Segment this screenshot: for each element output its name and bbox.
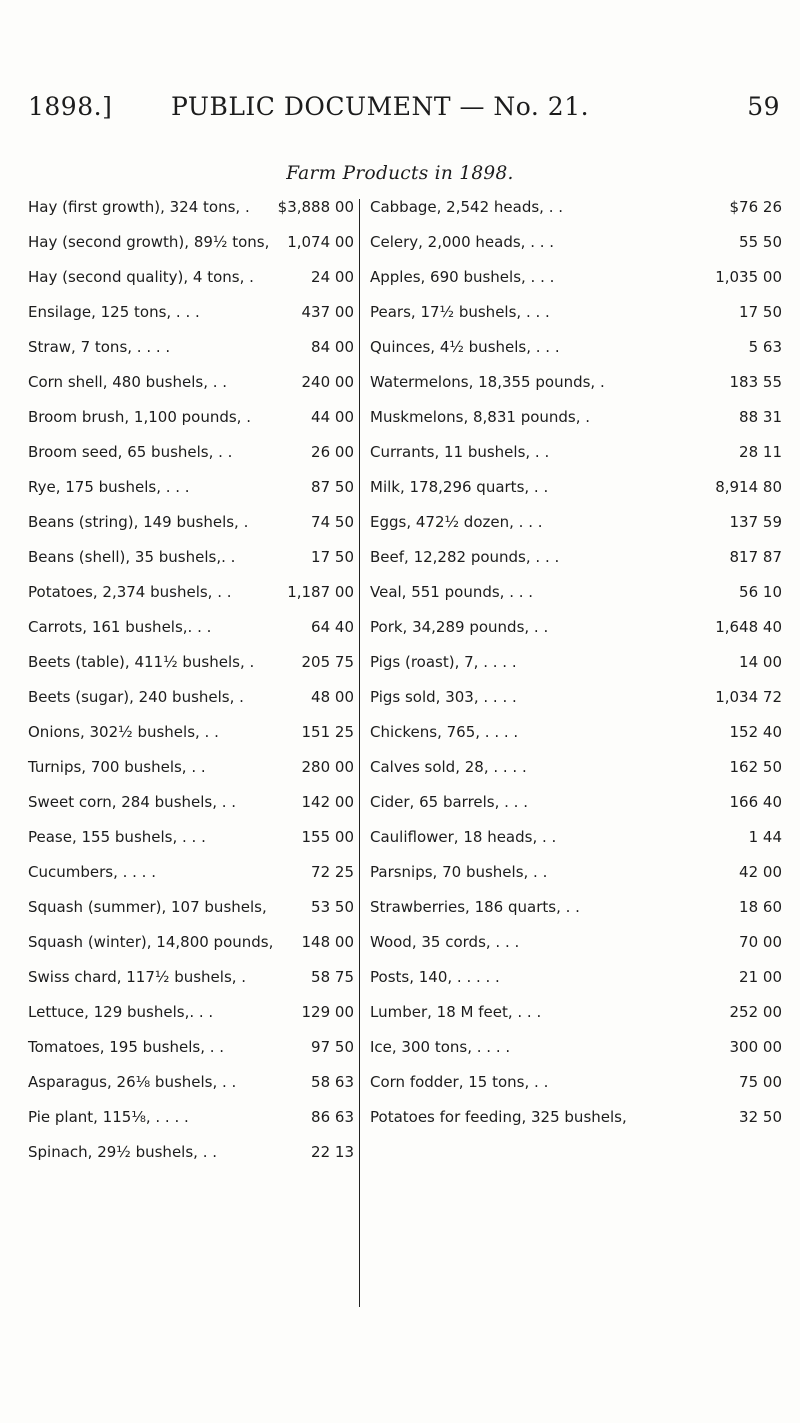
- product-amount: 58 75: [311, 968, 354, 986]
- product-amount: 1,074 00: [287, 233, 354, 251]
- product-row: [28, 1037, 354, 1072]
- product-row: [28, 477, 354, 512]
- product-row: [370, 967, 782, 1002]
- product-row: [28, 1107, 354, 1142]
- product-label: Sweet corn, 284 bushels, . .: [28, 793, 237, 811]
- product-label: Apples, 690 bushels, . . .: [370, 268, 555, 286]
- product-label: Milk, 178,296 quarts, . .: [370, 478, 549, 496]
- product-label: Currants, 11 bushels, . .: [370, 443, 550, 461]
- product-amount: 1,648 40: [715, 618, 782, 636]
- product-label: Rye, 175 bushels, . . .: [28, 478, 190, 496]
- product-label: Potatoes for feeding, 325 bushels,: [370, 1108, 627, 1126]
- product-amount: 21 00: [739, 968, 782, 986]
- product-label: Pears, 17½ bushels, . . .: [370, 303, 550, 321]
- product-label: Swiss chard, 117½ bushels, .: [28, 968, 247, 986]
- product-row: [370, 722, 782, 757]
- product-row: [28, 792, 354, 827]
- page-number: 59: [747, 92, 780, 121]
- product-label: Cucumbers, . . . .: [28, 863, 156, 881]
- product-row: [28, 687, 354, 722]
- product-label: Calves sold, 28, . . . .: [370, 758, 527, 776]
- product-row: [28, 827, 354, 862]
- product-amount: 55 50: [739, 233, 782, 251]
- product-row: [370, 617, 782, 652]
- product-row: [370, 477, 782, 512]
- product-label: Hay (first growth), 324 tons, .: [28, 198, 250, 216]
- product-label: Watermelons, 18,355 pounds, .: [370, 373, 605, 391]
- product-amount: 44 00: [311, 408, 354, 426]
- product-row: [28, 862, 354, 897]
- right-column: [370, 197, 782, 1142]
- product-label: Hay (second growth), 89½ tons,: [28, 233, 270, 251]
- product-amount: 129 00: [301, 1003, 354, 1021]
- product-label: Squash (summer), 107 bushels,: [28, 898, 267, 916]
- product-label: Hay (second quality), 4 tons, .: [28, 268, 254, 286]
- product-row: [370, 267, 782, 302]
- product-amount: 148 00: [301, 933, 354, 951]
- product-row: [370, 302, 782, 337]
- product-amount: 240 00: [301, 373, 354, 391]
- product-label: Beets (table), 411½ bushels, .: [28, 653, 255, 671]
- product-label: Lumber, 18 M feet, . . .: [370, 1003, 542, 1021]
- product-row: [370, 687, 782, 722]
- product-label: Eggs, 472½ dozen, . . .: [370, 513, 543, 531]
- product-amount: 137 59: [729, 513, 782, 531]
- product-label: Beets (sugar), 240 bushels, .: [28, 688, 244, 706]
- product-amount: 97 50: [311, 1038, 354, 1056]
- product-row: [28, 932, 354, 967]
- product-row: [370, 512, 782, 547]
- product-row: [28, 547, 354, 582]
- product-label: Beans (string), 149 bushels, .: [28, 513, 249, 531]
- product-row: [370, 827, 782, 862]
- header-year: 1898.]: [28, 92, 113, 121]
- product-row: [28, 757, 354, 792]
- product-label: Corn shell, 480 bushels, . .: [28, 373, 228, 391]
- product-amount: 437 00: [301, 303, 354, 321]
- product-amount: 26 00: [311, 443, 354, 461]
- product-row: [28, 407, 354, 442]
- product-label: Beef, 12,282 pounds, . . .: [370, 548, 560, 566]
- product-row: [370, 1037, 782, 1072]
- product-amount: $76 26: [729, 198, 782, 216]
- product-label: Corn fodder, 15 tons, . .: [370, 1073, 549, 1091]
- product-label: Parsnips, 70 bushels, . .: [370, 863, 548, 881]
- product-label: Asparagus, 26⅛ bushels, . .: [28, 1073, 237, 1091]
- product-row: [28, 232, 354, 267]
- product-row: [28, 897, 354, 932]
- product-label: Chickens, 765, . . . .: [370, 723, 519, 741]
- product-amount: 300 00: [729, 1038, 782, 1056]
- product-label: Ensilage, 125 tons, . . .: [28, 303, 200, 321]
- product-amount: 14 00: [739, 653, 782, 671]
- page-header: [28, 92, 780, 132]
- product-amount: 817 87: [729, 548, 782, 566]
- product-row: [370, 862, 782, 897]
- product-amount: 22 13: [311, 1143, 354, 1161]
- product-row: [370, 337, 782, 372]
- product-row: [28, 1142, 354, 1177]
- product-row: [28, 372, 354, 407]
- product-amount: 5 63: [748, 338, 782, 356]
- product-amount: 88 31: [739, 408, 782, 426]
- product-label: Carrots, 161 bushels,. . .: [28, 618, 212, 636]
- product-amount: 151 25: [301, 723, 354, 741]
- product-amount: 56 10: [739, 583, 782, 601]
- product-amount: 1 44: [748, 828, 782, 846]
- product-amount: 75 00: [739, 1073, 782, 1091]
- product-amount: 152 40: [729, 723, 782, 741]
- product-amount: 24 00: [311, 268, 354, 286]
- product-amount: 64 40: [311, 618, 354, 636]
- product-label: Posts, 140, . . . . .: [370, 968, 500, 986]
- product-label: Veal, 551 pounds, . . .: [370, 583, 534, 601]
- product-amount: 74 50: [311, 513, 354, 531]
- product-row: [28, 337, 354, 372]
- product-amount: 1,035 00: [715, 268, 782, 286]
- product-amount: 8,914 80: [715, 478, 782, 496]
- product-row: [28, 967, 354, 1002]
- product-row: [370, 652, 782, 687]
- product-label: Spinach, 29½ bushels, . .: [28, 1143, 217, 1161]
- left-column: [28, 197, 354, 1177]
- product-label: Lettuce, 129 bushels,. . .: [28, 1003, 214, 1021]
- product-amount: 72 25: [311, 863, 354, 881]
- product-amount: 18 60: [739, 898, 782, 916]
- product-label: Squash (winter), 14,800 pounds,: [28, 933, 274, 951]
- product-amount: 17 50: [739, 303, 782, 321]
- product-row: [370, 232, 782, 267]
- product-label: Cider, 65 barrels, . . .: [370, 793, 528, 811]
- product-row: [28, 197, 354, 232]
- product-amount: 28 11: [739, 443, 782, 461]
- product-amount: 86 63: [311, 1108, 354, 1126]
- product-amount: 183 55: [729, 373, 782, 391]
- product-label: Pigs sold, 303, . . . .: [370, 688, 517, 706]
- product-label: Cauliflower, 18 heads, . .: [370, 828, 557, 846]
- column-divider: [359, 199, 360, 1307]
- product-label: Beans (shell), 35 bushels,. .: [28, 548, 236, 566]
- product-label: Potatoes, 2,374 bushels, . .: [28, 583, 232, 601]
- product-row: [28, 1072, 354, 1107]
- product-row: [28, 582, 354, 617]
- product-amount: 17 50: [311, 548, 354, 566]
- product-label: Ice, 300 tons, . . . .: [370, 1038, 511, 1056]
- product-row: [370, 1107, 782, 1142]
- product-amount: 70 00: [739, 933, 782, 951]
- header-title: PUBLIC DOCUMENT — No. 21.: [171, 92, 590, 121]
- product-amount: 155 00: [301, 828, 354, 846]
- product-label: Celery, 2,000 heads, . . .: [370, 233, 555, 251]
- product-amount: 84 00: [311, 338, 354, 356]
- product-amount: 32 50: [739, 1108, 782, 1126]
- product-row: [370, 372, 782, 407]
- product-label: Wood, 35 cords, . . .: [370, 933, 520, 951]
- product-amount: 87 50: [311, 478, 354, 496]
- product-amount: 53 50: [311, 898, 354, 916]
- product-amount: 42 00: [739, 863, 782, 881]
- product-label: Strawberries, 186 quarts, . .: [370, 898, 580, 916]
- product-amount: 252 00: [729, 1003, 782, 1021]
- product-label: Tomatoes, 195 bushels, . .: [28, 1038, 225, 1056]
- product-amount: 1,187 00: [287, 583, 354, 601]
- product-label: Cabbage, 2,542 heads, . .: [370, 198, 564, 216]
- product-label: Pigs (roast), 7, . . . .: [370, 653, 517, 671]
- product-row: [28, 617, 354, 652]
- product-row: [370, 757, 782, 792]
- product-label: Muskmelons, 8,831 pounds, .: [370, 408, 591, 426]
- product-amount: 142 00: [301, 793, 354, 811]
- product-row: [370, 582, 782, 617]
- product-row: [370, 197, 782, 232]
- product-row: [28, 1002, 354, 1037]
- product-row: [28, 442, 354, 477]
- product-amount: 58 63: [311, 1073, 354, 1091]
- product-label: Pork, 34,289 pounds, . .: [370, 618, 549, 636]
- product-row: [28, 512, 354, 547]
- product-row: [28, 652, 354, 687]
- product-amount: 166 40: [729, 793, 782, 811]
- product-label: Straw, 7 tons, . . . .: [28, 338, 171, 356]
- product-row: [370, 1072, 782, 1107]
- product-amount: 1,034 72: [715, 688, 782, 706]
- product-row: [28, 722, 354, 757]
- product-row: [370, 547, 782, 582]
- product-amount: $3,888 00: [277, 198, 354, 216]
- product-label: Pease, 155 bushels, . . .: [28, 828, 206, 846]
- product-amount: 162 50: [729, 758, 782, 776]
- product-row: [370, 792, 782, 827]
- product-label: Broom seed, 65 bushels, . .: [28, 443, 233, 461]
- product-label: Broom brush, 1,100 pounds, .: [28, 408, 251, 426]
- product-row: [370, 442, 782, 477]
- product-row: [370, 897, 782, 932]
- product-label: Onions, 302½ bushels, . .: [28, 723, 219, 741]
- product-amount: 205 75: [301, 653, 354, 671]
- product-row: [370, 932, 782, 967]
- product-label: Pie plant, 115⅛, . . . .: [28, 1108, 189, 1126]
- product-label: Turnips, 700 bushels, . .: [28, 758, 206, 776]
- product-label: Quinces, 4½ bushels, . . .: [370, 338, 560, 356]
- product-row: [28, 302, 354, 337]
- product-amount: 280 00: [301, 758, 354, 776]
- product-amount: 48 00: [311, 688, 354, 706]
- product-row: [28, 267, 354, 302]
- table-title: Farm Products in 1898.: [286, 163, 514, 184]
- product-row: [370, 1002, 782, 1037]
- product-row: [370, 407, 782, 442]
